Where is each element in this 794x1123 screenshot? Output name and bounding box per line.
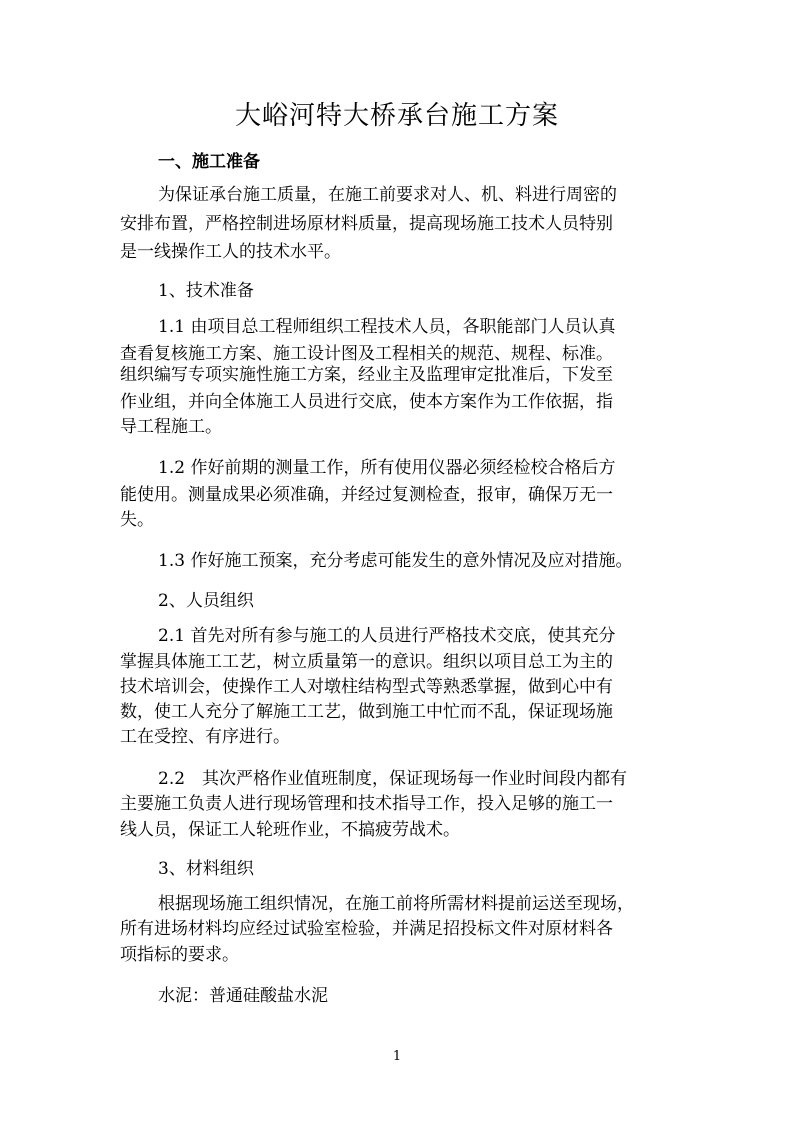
para-1-2-line-3: 失。 <box>120 510 154 530</box>
para-1-2-line-2: 能使用。测量成果必须准确，并经过复测检查，报审，确保万无一 <box>120 485 613 505</box>
page-number: 1 <box>392 1049 402 1064</box>
para-1-2-line-1: 1.2 作好前期的测量工作，所有使用仪器必须经检校合格后方 <box>158 458 616 478</box>
subheading-materials: 3、材料组织 <box>158 859 254 879</box>
para-3-line-2: 所有进场材料均应经过试验室检验，并满足招投标文件对原材料各 <box>120 919 613 939</box>
subheading-technical-prep: 1、技术准备 <box>158 281 254 301</box>
section-heading-preparation: 一、施工准备 <box>158 152 260 172</box>
para-2-2-line-3: 线人员，保证工人轮班作业，不搞疲劳战术。 <box>120 820 460 840</box>
page-title: 大峪河特大桥承台施工方案 <box>234 101 559 131</box>
para-1-1-line-5: 导工程施工。 <box>120 417 222 437</box>
para-1-1-line-1: 1.1 由项目总工程师组织工程技术人员，各职能部门人员认真 <box>158 317 616 337</box>
para-1-1-line-2: 查看复核施工方案、施工设计图及工程相关的规范、规程、标准。 <box>120 344 613 364</box>
para-2-2-line-2: 主要施工负责人进行现场管理和技术指导工作，投入足够的施工一 <box>120 794 613 814</box>
para-2-2-line-1: 2.2 其次严格作业值班制度，保证现场每一作业时间段内都有 <box>158 769 628 789</box>
para-3-line-1: 根据现场施工组织情况，在施工前将所需材料提前运送至现场， <box>158 894 634 914</box>
para-1-1-line-3: 组织编写专项实施性施工方案，经业主及监理审定批准后，下发至 <box>120 365 613 385</box>
para-2-1-line-3: 技术培训会，使操作工人对墩柱结构型式等熟悉掌握，做到心中有 <box>120 677 613 697</box>
para-1-1-line-4: 作业组，并向全体施工人员进行交底，使本方案作为工作依据，指 <box>120 392 613 412</box>
para-2-1-line-2: 掌握具体施工工艺，树立质量第一的意识。组织以项目总工为主的 <box>120 652 613 672</box>
subheading-personnel: 2、人员组织 <box>158 591 254 611</box>
para-2-1-line-4: 数，使工人充分了解施工工艺，做到施工中忙而不乱，保证现场施 <box>120 702 613 722</box>
intro-line-3: 是一线操作工人的技术水平。 <box>120 242 341 262</box>
intro-line-2: 安排布置，严格控制进场原材料质量，提高现场施工技术人员特别 <box>120 214 613 234</box>
para-2-1-line-5: 工在受控、有序进行。 <box>120 727 290 747</box>
cement-spec-line: 水泥：普通硅酸盐水泥 <box>158 986 328 1006</box>
intro-line-1: 为保证承台施工质量，在施工前要求对人、机、料进行周密的 <box>158 185 617 205</box>
para-2-1-line-1: 2.1 首先对所有参与施工的人员进行严格技术交底，使其充分 <box>158 626 616 646</box>
para-1-3-line-1: 1.3 作好施工预案，充分考虑可能发生的意外情况及应对措施。 <box>158 551 633 571</box>
para-3-line-3: 项指标的要求。 <box>120 945 239 965</box>
